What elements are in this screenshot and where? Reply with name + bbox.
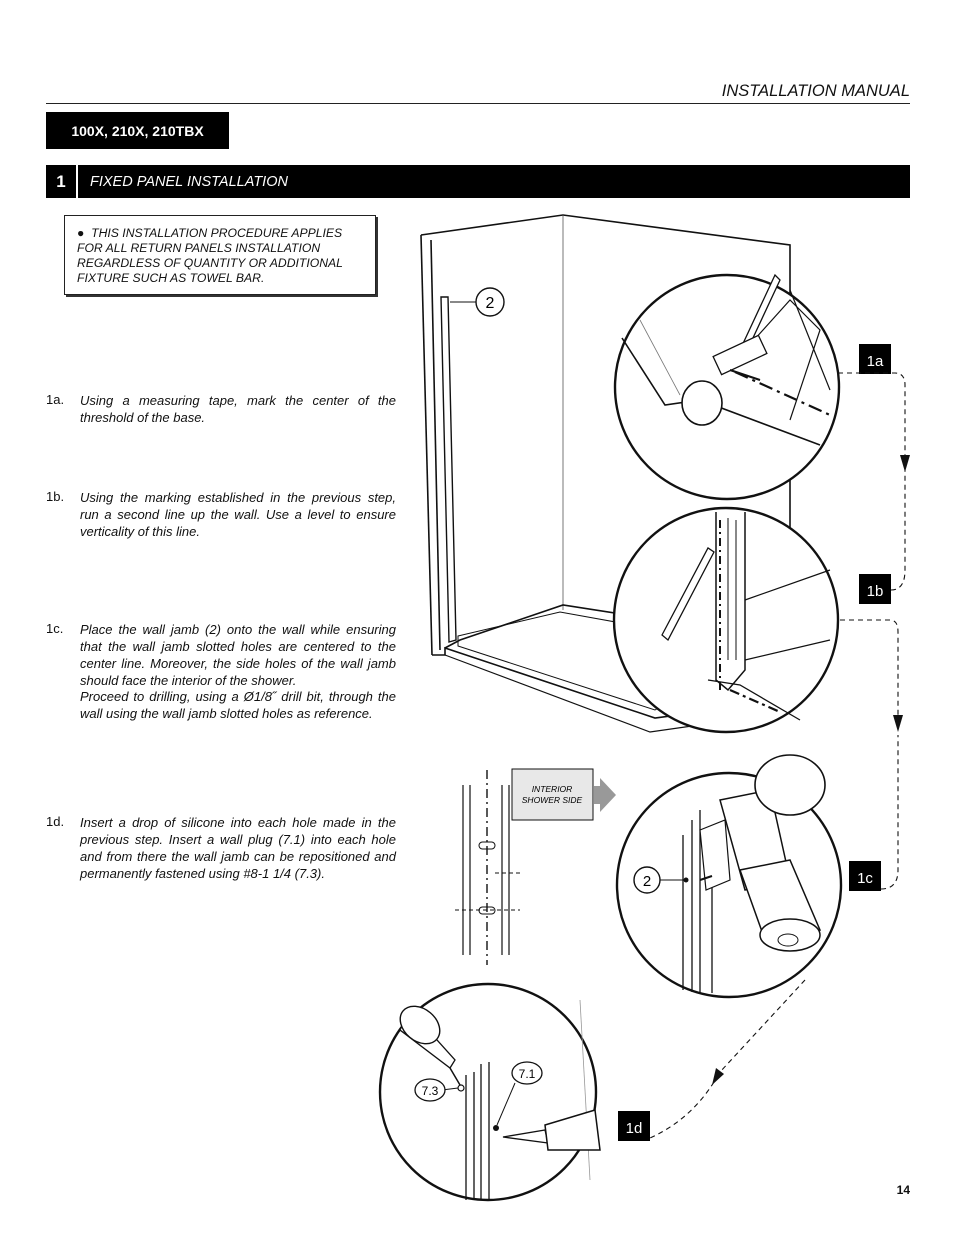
note-text: THIS INSTALLATION PROCEDURE APPLIES FOR ALL RETURN PANELS INSTALLATION REGARDLESS OF QUANTITY OR ADDITIONAL FIXTURE SUCH AS TOWEL BAR. [77,226,343,285]
jamb-callout-label: 2 [642,873,652,890]
step-label-1d: 1d [625,1120,643,1137]
arrow-down-icon [900,455,910,472]
step-number: 1b. [46,489,65,504]
step-label-1a: 1a [866,353,884,370]
step-number: 1d. [46,814,65,829]
step-text-continued: Proceed to drilling, using a Ø1/8˝ drill bit, through the wall using the wall jamb slotted holes as reference. [80,689,396,721]
arrow-right-icon [594,778,616,812]
step-label-1c: 1c [857,870,873,887]
arrow-down-icon [893,715,903,732]
detail-1b-drawing [614,508,838,732]
model-tag: 100X, 210X, 210TBX [46,112,229,149]
step-text: Insert a drop of silicone into each hole made in the previous step. Insert a wall plug (7.1) into each hole and from there the wall jamb can be repositioned and permanently fastened using #8-1 1/4 (7.3). [80,815,396,881]
step-text: Place the wall jamb (2) onto the wall while ensuring that the wall jamb slotted holes are centered to the center line. Moreover, the side holes of the wall jamb should face the interior of the shower. [80,622,396,688]
arrow-down-left-icon [712,1068,724,1085]
section-number: 1 [46,165,78,198]
section-title: FIXED PANEL INSTALLATION [90,173,288,190]
note-bullet: ● [77,226,85,240]
detail-1a-drawing [615,275,839,499]
step-number: 1a. [46,392,65,407]
page-number: 14 [896,1183,910,1197]
step-text: Using the marking established in the previous step, run a second line up the wall. Use a level to ensure verticality of this line. [80,490,396,539]
interior-label-line1: INTERIOR [531,784,573,794]
screw-callout-label: 7.3 [421,1084,439,1098]
wall-plug-callout-label: 7.1 [518,1067,536,1081]
detail-1d-drawing [380,984,600,1200]
manual-title: INSTALLATION MANUAL [721,82,910,100]
step-number: 1c. [46,621,64,636]
step-text: Using a measuring tape, mark the center of the threshold of the base. [80,393,396,425]
interior-label-line2: SHOWER SIDE [521,795,583,805]
jamb-callout-label: 2 [485,295,495,312]
wall-jamb-section-drawing [455,770,520,965]
step-label-1b: 1b [866,583,884,600]
